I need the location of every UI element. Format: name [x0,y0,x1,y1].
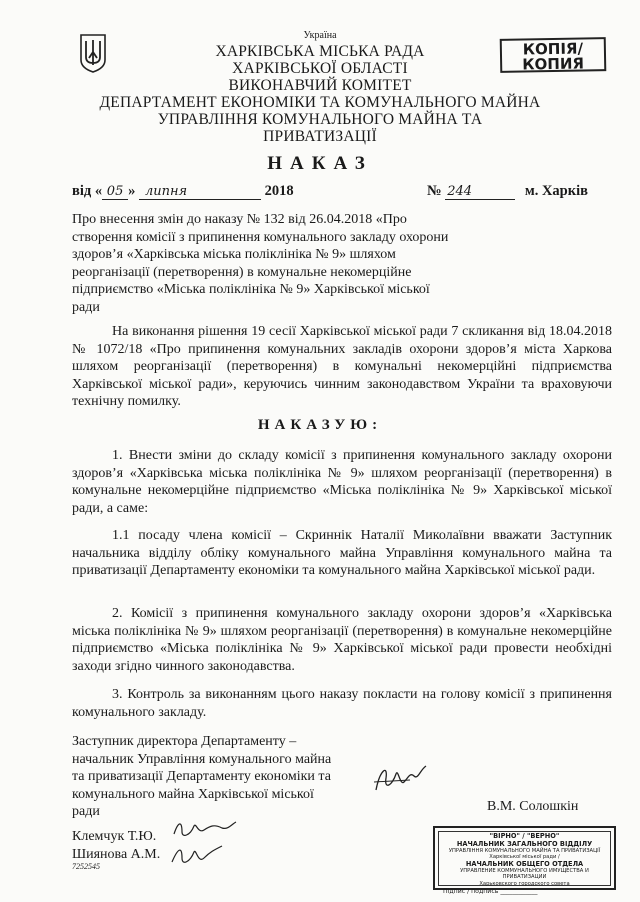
executor-name: Клемчук Т.Ю. [72,829,157,844]
copy-stamp-line: КОПИЯ [522,54,585,74]
org-line: ДЕПАРТАМЕНТ ЕКОНОМІКИ ТА КОМУНАЛЬНОГО МАЙНА [99,94,541,111]
date-prefix: від « [72,183,103,199]
order-date [72,183,294,200]
number-value: 244 [445,184,515,200]
stamp-line: НАЧАЛЬНИК ЗАГАЛЬНОГО ВІДДІЛУ [456,839,593,848]
city: м. Харків [524,183,588,199]
true-copy-stamp [433,826,616,895]
date-month: липня [139,184,261,200]
order-item-2: 2. Комісії з припинення комунального закладу охорони здоров’я «Харківська міська поліклініка № 9» шляхом реорганізації (перетворення) в комунальне некомерційне підприємство «Міська поліклініка № 9» Харківської міської ради провести необхідні заходи згідно чинного законодавства. [72,606,612,674]
executor-initials-icon [168,842,228,870]
order-number [427,183,588,200]
order-item-1: 1. Внести зміни до складу комісії з припинення комунального закладу охорони здоров’я «Харківська міська поліклініка № 9» шляхом реорганізації (перетворення) в комунальне некомерційне підприємство «Міська поліклініка № 9» Харківської міської ради, а саме: [72,448,612,516]
stamp-line: Харьковского городского совета [479,880,570,887]
org-line: ХАРКІВСЬКОЇ ОБЛАСТІ [232,60,408,77]
stamp-sign-label-text: Підпис / подпись [443,887,499,895]
date-mid: » [128,183,136,199]
signatory-position: Заступник директора Департаменту – начальник Управління комунального майна та приватизації Департаменту економіки та комунального майна Харківської міської ради [72,734,332,819]
org-line: ВИКОНАВЧИЙ КОМІТЕТ [228,77,412,94]
signatory-name: В.М. Солошкін [487,799,579,814]
director-signature-icon [370,760,430,800]
stamp-line: Харківської міської ради / [489,854,560,861]
stamp-line: УПРАВЛІННЯ КОМУНАЛЬНОГО МАЙНА ТА ПРИВАТИЗАЦІЇ [448,848,601,855]
org-line: ХАРКІВСЬКА МІСЬКА РАДА [215,43,425,60]
org-line: УПРАВЛІННЯ КОМУНАЛЬНОГО МАЙНА ТА [157,111,483,128]
order-item-1-1: 1.1 посаду члена комісії – Скриннік Наталії Миколаївни вважати Заступник начальника відділу обліку комунального майна Управління комунального майна та приватизації Департаменту економіки та комунального майна Харківської міської ради. [72,528,612,578]
date-year: 2018 [264,183,294,199]
executor-name: Шиянова А.М. [72,846,161,862]
number-prefix: № [427,183,442,199]
order-subject: Про внесення змін до наказу № 132 від 26.04.2018 «Про створення комісії з припинення комунального закладу охорони здоров’я «Харківська міська поліклініка № 9» шляхом реорганізації (перетворення) в комунальне некомерційне підприємство «Міська поліклініка № 9» Харківської міської ради [72,212,449,315]
country-name: Україна [303,30,337,41]
copy-stamp [500,37,607,73]
org-line: ПРИВАТИЗАЦІЇ [263,128,377,145]
preamble-paragraph: На виконання рішення 19 сесії Харківської міської ради 7 скликання від 18.04.2018 № 1072/18 «Про припинення комунальних закладів охорони здоров’я міста Харкова шляхом реорганізації (перетворення) в комунальні некомерційні підприємства Харківської міської ради», керуючись чинним законодавством України та враховуючи технічну помилку. [72,324,612,409]
stamp-line: УПРАВЛЕНИЕ КОММУНАЛЬНОГО ИМУЩЕСТВА И ПРИВАТИЗАЦИИ [460,868,589,881]
stamp-line: НАЧАЛЬНИК ОБЩЕГО ОТДЕЛА [465,859,584,868]
executor-initials-icon [170,818,240,840]
document-code: 7252545 [72,862,100,871]
copy-stamp-line: КОПІЯ/ [522,39,584,59]
stamp-line: "ВІРНО" / "ВЕРНО" [489,832,560,840]
order-heading: НАКАЗУЮ: [257,417,383,433]
executors [72,828,160,863]
document-title: НАКАЗ [267,153,373,174]
stamp-sign-label: Підпис / подпись ____________ [443,887,538,895]
order-item-3: 3. Контроль за виконанням цього наказу покласти на голову комісії з припинення комунального закладу. [72,687,612,720]
date-day: 05 [102,184,128,200]
